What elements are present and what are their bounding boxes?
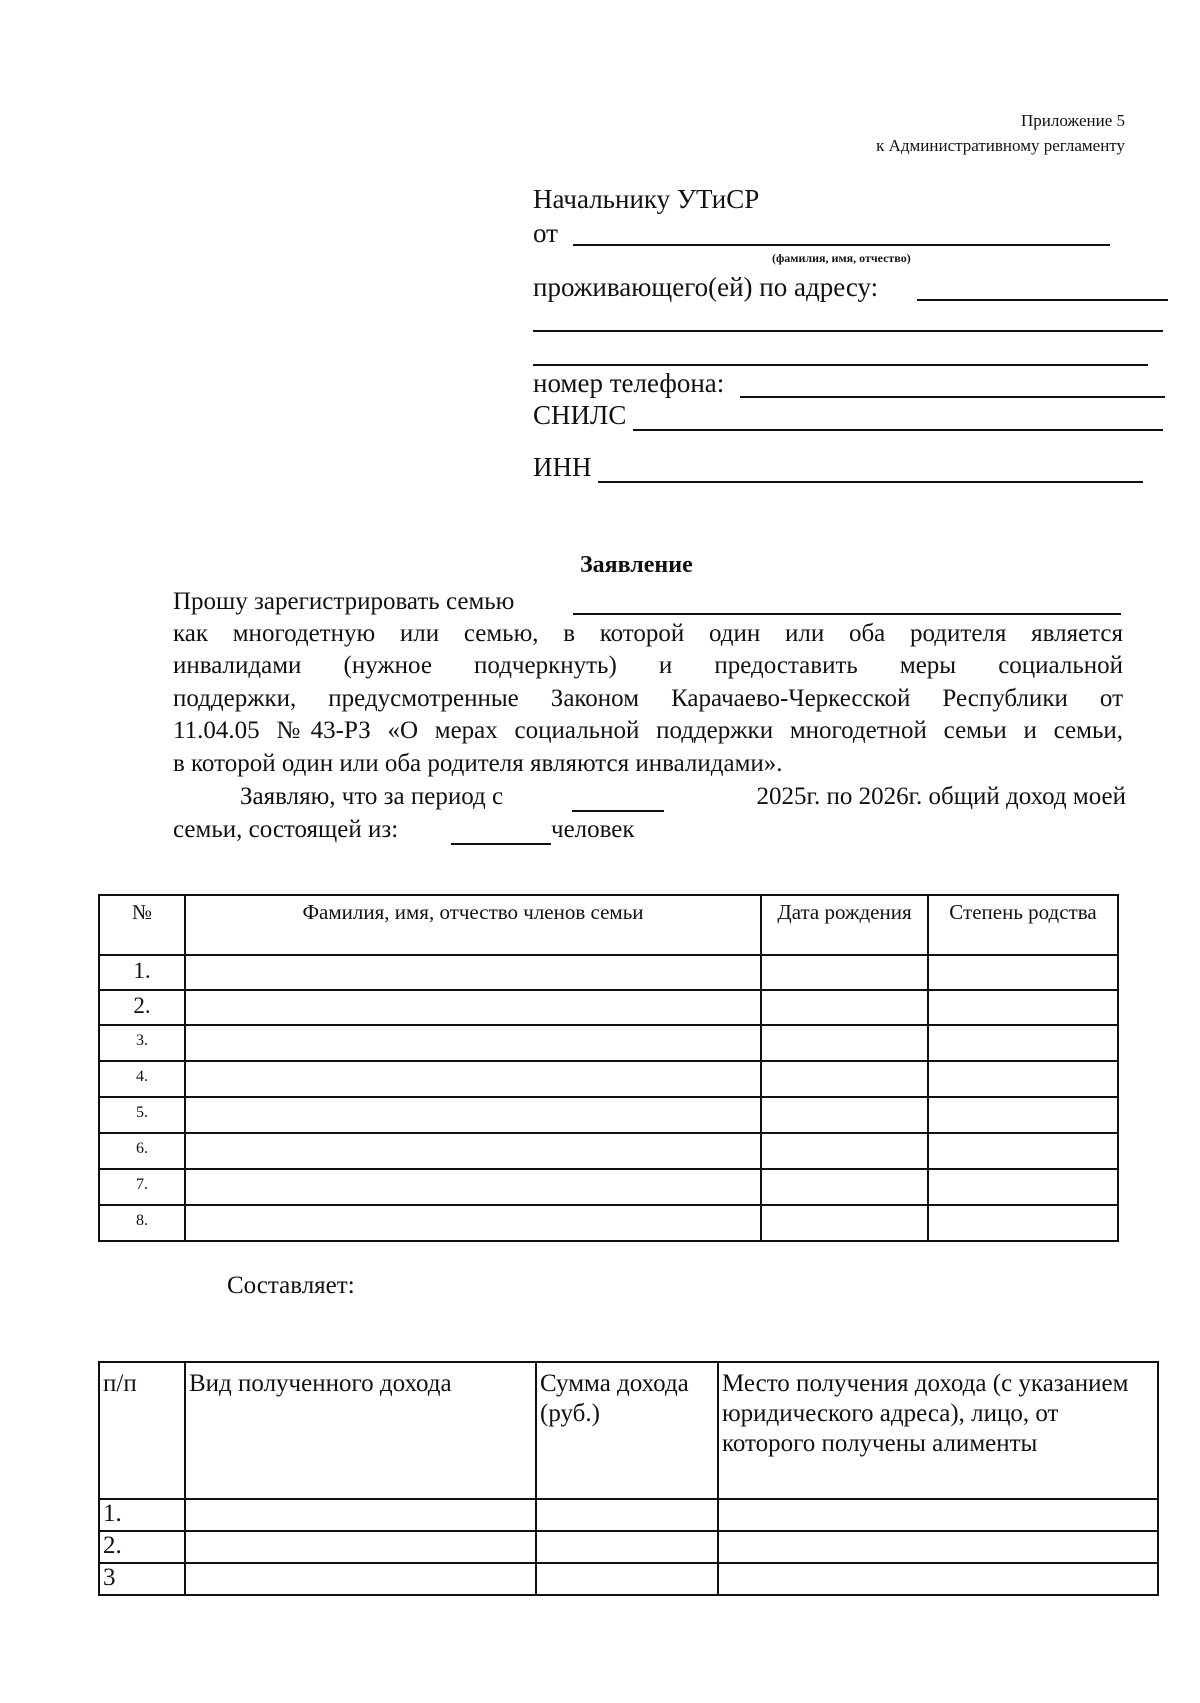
table-row [99, 1169, 1118, 1205]
row-number: 2. [99, 990, 185, 1025]
income-col-type: Вид полученного дохода [185, 1362, 536, 1499]
family-count-field[interactable] [451, 843, 551, 845]
row-number: 3 [99, 1563, 185, 1595]
composes-label: Составляет: [227, 1272, 355, 1299]
birthdate-cell[interactable] [761, 1169, 928, 1205]
statement-title: Заявление [580, 552, 693, 578]
name-cell[interactable] [185, 990, 761, 1025]
appendix-note [876, 108, 1125, 158]
income-col-number: п/п [99, 1362, 185, 1499]
inn-label: ИНН [533, 452, 592, 482]
table-row [99, 1499, 1158, 1531]
income-source-cell[interactable] [718, 1531, 1158, 1563]
birthdate-cell[interactable] [761, 1133, 928, 1169]
table-row [99, 1133, 1118, 1169]
income-amount-cell[interactable] [536, 1531, 718, 1563]
relation-cell[interactable] [928, 990, 1118, 1025]
birthdate-cell[interactable] [761, 1061, 928, 1097]
birthdate-cell[interactable] [761, 990, 928, 1025]
income-amount-cell[interactable] [536, 1499, 718, 1531]
address-field-3[interactable] [533, 364, 1148, 366]
income-amount-cell[interactable] [536, 1563, 718, 1595]
relation-cell[interactable] [928, 1169, 1118, 1205]
family-col-birthdate: Дата рождения [761, 895, 928, 955]
table-row [99, 1025, 1118, 1061]
name-cell[interactable] [185, 1133, 761, 1169]
family-col-number: № [99, 895, 185, 955]
row-number: 4. [99, 1061, 185, 1097]
income-type-cell[interactable] [185, 1531, 536, 1563]
statement-line-2: инвалидами (нужное подчеркнуть) и предоставить меры социальной [173, 652, 1123, 679]
row-number: 6. [99, 1133, 185, 1169]
name-cell[interactable] [185, 1061, 761, 1097]
income-type-cell[interactable] [185, 1499, 536, 1531]
family-table-header [99, 895, 1118, 955]
appendix-line-2: к Административному регламенту [876, 136, 1125, 155]
row-number: 3. [99, 1025, 185, 1061]
statement-line-3: поддержки, предусмотренные Законом Карачаево-Черкесской Республики от [173, 685, 1123, 712]
row-number: 5. [99, 1097, 185, 1133]
name-cell[interactable] [185, 1205, 761, 1241]
family-col-name: Фамилия, имя, отчество членов семьи [185, 895, 761, 955]
income-col-amount: Сумма дохода (руб.) [536, 1362, 718, 1499]
row-number: 1. [99, 1499, 185, 1531]
request-line: Прошу зарегистрировать семью [173, 588, 515, 615]
birthdate-cell[interactable] [761, 955, 928, 990]
table-row [99, 1563, 1158, 1595]
statement-line-1: как многодетную или семью, в которой один или оба родителя является [173, 620, 1123, 647]
birthdate-cell[interactable] [761, 1097, 928, 1133]
period-mid: 2025г. по 2026г. общий доход моей [756, 783, 1126, 810]
row-number: 8. [99, 1205, 185, 1241]
inn-field[interactable] [598, 481, 1143, 483]
period-field[interactable] [572, 810, 664, 812]
row-number: 7. [99, 1169, 185, 1205]
income-source-cell[interactable] [718, 1499, 1158, 1531]
table-row [99, 990, 1118, 1025]
appendix-line-1: Приложение 5 [1021, 111, 1125, 130]
birthdate-cell[interactable] [761, 1025, 928, 1061]
from-field[interactable] [573, 244, 1110, 246]
address-label: проживающего(ей) по адресу: [533, 272, 879, 302]
birthdate-cell[interactable] [761, 1205, 928, 1241]
income-table-header [99, 1362, 1158, 1499]
phone-field[interactable] [740, 396, 1165, 398]
phone-label: номер телефона: [533, 368, 725, 398]
from-hint: (фамилия, имя, отчество) [772, 251, 911, 265]
snils-field[interactable] [633, 429, 1163, 431]
statement-line-4: 11.04.05 №43-РЗ «О мерах социальной поддержки многодетной семьи и семьи, [173, 717, 1123, 744]
relation-cell[interactable] [928, 1061, 1118, 1097]
income-col-source: Место получения дохода (с указанием юридического адреса), лицо, от которого получены алименты [718, 1362, 1158, 1499]
name-cell[interactable] [185, 1025, 761, 1061]
income-source-cell[interactable] [718, 1563, 1158, 1595]
period-start: Заявляю, что за период с [240, 783, 504, 810]
family-col-relation: Степень родства [928, 895, 1118, 955]
name-cell[interactable] [185, 1097, 761, 1133]
table-row [99, 1531, 1158, 1563]
income-type-cell[interactable] [185, 1563, 536, 1595]
relation-cell[interactable] [928, 1097, 1118, 1133]
table-row [99, 1061, 1118, 1097]
table-row [99, 1097, 1118, 1133]
relation-cell[interactable] [928, 1025, 1118, 1061]
address-field-2[interactable] [533, 330, 1163, 332]
table-row [99, 955, 1118, 990]
relation-cell[interactable] [928, 955, 1118, 990]
relation-cell[interactable] [928, 1133, 1118, 1169]
from-label: от [533, 218, 558, 248]
table-row [99, 1205, 1118, 1241]
statement-line-5: в которой один или оба родителя являются инвалидами». [173, 750, 783, 777]
family-prefix: семьи, состоящей из: [173, 816, 399, 843]
relation-cell[interactable] [928, 1205, 1118, 1241]
row-number: 1. [99, 955, 185, 990]
name-cell[interactable] [185, 955, 761, 990]
family-suffix: человек [551, 816, 635, 843]
name-cell[interactable] [185, 1169, 761, 1205]
family-table [98, 894, 1119, 1242]
address-field-1[interactable] [917, 299, 1168, 301]
addressee: Начальнику УТиСР [533, 184, 760, 214]
row-number: 2. [99, 1531, 185, 1563]
family-name-field[interactable] [573, 613, 1121, 615]
snils-label: СНИЛС [533, 400, 627, 430]
income-table [98, 1361, 1159, 1596]
